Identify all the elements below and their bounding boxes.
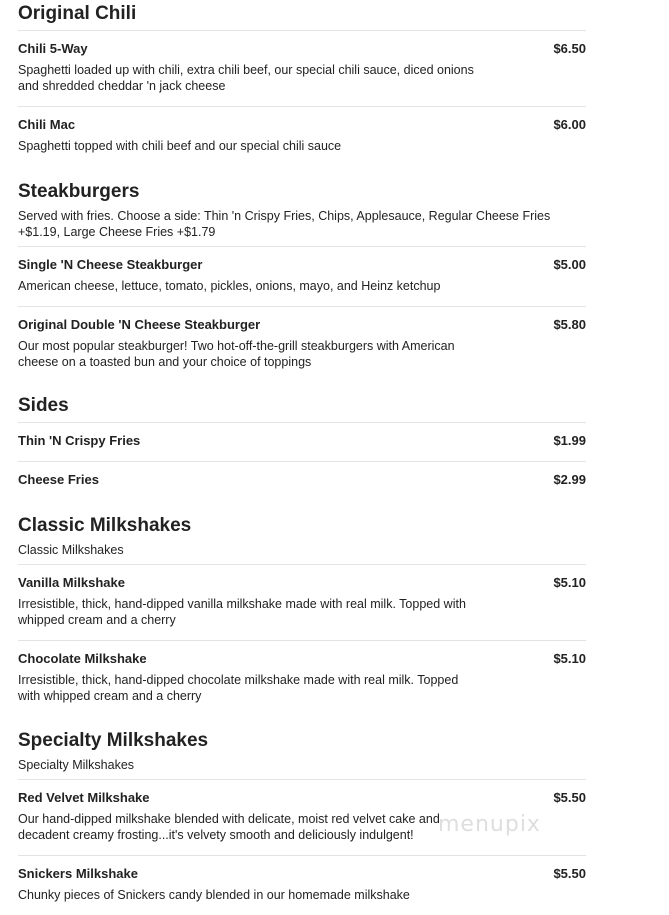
- item-description: American cheese, lettuce, tomato, pickles, onions, mayo, and Heinz ketchup: [18, 279, 441, 293]
- menu-section: [18, 0, 586, 166]
- section-title: Sides: [18, 395, 69, 416]
- section-title: Original Chili: [18, 3, 137, 24]
- menu-item[interactable]: [18, 422, 586, 461]
- menu-item[interactable]: [18, 564, 586, 640]
- section-title: Specialty Milkshakes: [18, 730, 209, 751]
- section-title: Steakburgers: [18, 181, 140, 202]
- item-name: Chocolate Milkshake: [18, 651, 147, 666]
- menu-item[interactable]: [18, 246, 586, 306]
- watermark-logo: menupix: [438, 812, 541, 837]
- item-name: Cheese Fries: [18, 472, 99, 487]
- item-price: $5.50: [553, 866, 586, 881]
- item-description: Spaghetti topped with chili beef and our special chili sauce: [18, 139, 342, 153]
- item-name: Chili 5-Way: [18, 41, 88, 56]
- item-price: $1.99: [553, 433, 586, 448]
- item-description: Spaghetti loaded up with chili, extra chili beef, our special chili sauce, diced onions and shredded cheddar 'n jack cheese: [18, 63, 474, 93]
- section-description: Specialty Milkshakes: [18, 758, 135, 772]
- section-description: Served with fries. Choose a side: Thin 'n Crispy Fries, Chips, Applesauce, Regular Cheese Fries +$1.19, Large Cheese Fries +$1.79: [18, 209, 551, 239]
- menu-item[interactable]: [18, 106, 586, 166]
- item-description: Our hand-dipped milkshake blended with delicate, moist red velvet cake and decadent creamy frosting...it's velvety smooth and deliciously indulgent!: [18, 812, 440, 842]
- item-description: Our most popular steakburger! Two hot-off-the-grill steakburgers with American cheese on a toasted bun and your choice of toppings: [18, 339, 455, 369]
- menu-item[interactable]: [18, 855, 586, 915]
- item-name: Vanilla Milkshake: [18, 575, 125, 590]
- item-price: $6.50: [553, 41, 586, 56]
- item-name: Original Double 'N Cheese Steakburger: [18, 317, 261, 332]
- menu-section: [18, 392, 586, 500]
- menu-item[interactable]: [18, 640, 586, 716]
- item-name: Thin 'N Crispy Fries: [18, 433, 141, 448]
- section-title: Classic Milkshakes: [18, 515, 192, 536]
- item-description: Irresistible, thick, hand-dipped chocolate milkshake made with real milk. Topped with whipped cream and a cherry: [18, 673, 459, 703]
- item-price: $6.00: [553, 117, 586, 132]
- section-description: Classic Milkshakes: [18, 543, 124, 557]
- item-description: Irresistible, thick, hand-dipped vanilla milkshake made with real milk. Topped with whipped cream and a cherry: [18, 597, 466, 627]
- item-price: $5.80: [553, 317, 586, 332]
- item-price: $5.50: [553, 790, 586, 805]
- item-price: $2.99: [553, 472, 586, 487]
- menu-item[interactable]: [18, 30, 586, 106]
- menu-section: [18, 178, 586, 382]
- menu-item[interactable]: [18, 461, 586, 500]
- item-description: Chunky pieces of Snickers candy blended in our homemade milkshake: [18, 888, 410, 902]
- menu-section: [18, 512, 586, 716]
- item-price: $5.00: [553, 257, 586, 272]
- item-name: Snickers Milkshake: [18, 866, 138, 881]
- menu-item[interactable]: [18, 306, 586, 382]
- item-price: $5.10: [553, 575, 586, 590]
- item-name: Red Velvet Milkshake: [18, 790, 150, 805]
- item-price: $5.10: [553, 651, 586, 666]
- item-name: Chili Mac: [18, 117, 76, 132]
- item-name: Single 'N Cheese Steakburger: [18, 257, 203, 272]
